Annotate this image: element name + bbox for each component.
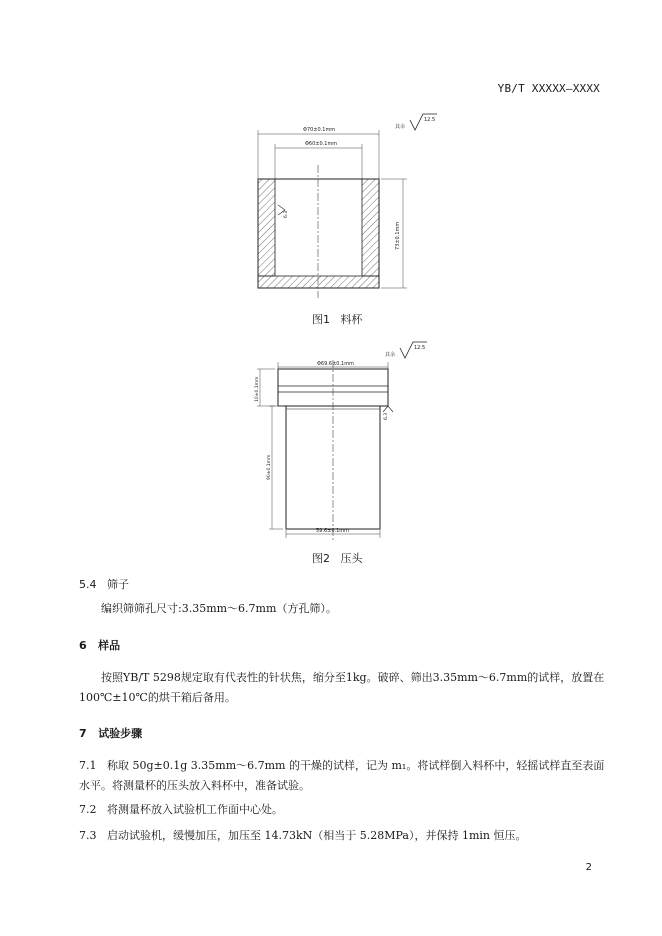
svg-text:6.3: 6.3	[284, 210, 289, 218]
roughness-symbol	[385, 342, 427, 358]
section-6-text-line2: 100℃±10℃的烘干箱后备用。	[79, 691, 236, 704]
svg-text:59.6±0.1mm: 59.6±0.1mm	[316, 528, 350, 534]
svg-text:12.5: 12.5	[414, 345, 426, 351]
page-number: 2	[585, 862, 592, 873]
figure-2-press-head-drawing	[245, 340, 445, 540]
section-5-4-text: 编织筛筛孔尺寸:3.35mm～6.7mm（方孔筛）。	[101, 602, 337, 615]
svg-text:10±0.1mm: 10±0.1mm	[255, 376, 260, 402]
svg-text:Φ70±0.1mm: Φ70±0.1mm	[303, 127, 336, 133]
svg-text:Φ60±0.1mm: Φ60±0.1mm	[305, 141, 338, 147]
section-6-text-line1: 按照YB/T 5298规定取有代表性的针状焦，缩分至1kg。破碎、筛出3.35mm～6.7mm的试样，放置在	[101, 671, 605, 684]
section-7-heading: 7 试验步骤	[79, 727, 143, 740]
svg-text:其余: 其余	[395, 124, 406, 130]
section-7-1-line1: 7.1 称取 50g±0.1g 3.35mm～6.7mm 的干燥的试样，记为 m₁。将试样倒入料杯中，轻摇试样直至表面	[79, 759, 605, 772]
figure-1-cup-drawing	[225, 110, 445, 310]
section-5-4-heading: 5.4 筛子	[79, 578, 129, 591]
document-id-header: YB/T XXXXX—XXXX	[497, 82, 600, 95]
svg-text:其余: 其余	[385, 352, 396, 358]
section-6-heading: 6 样品	[79, 639, 121, 652]
section-7-2-text: 7.2 将测量杯放入试验机工作面中心处。	[79, 803, 283, 816]
section-7-3-text: 7.3 启动试验机，缓慢加压，加压至 14.73kN（相当于 5.28MPa），并保持 1min 恒压。	[79, 829, 527, 842]
svg-text:90±0.1mm: 90±0.1mm	[267, 454, 272, 480]
svg-text:12.5: 12.5	[424, 117, 436, 123]
svg-text:Φ69.6±0.1mm: Φ69.6±0.1mm	[317, 361, 354, 367]
svg-text:6.3: 6.3	[384, 412, 389, 420]
roughness-symbol	[395, 114, 437, 130]
figure-2-caption: 图2 压头	[312, 552, 363, 565]
figure-1-caption: 图1 料杯	[312, 313, 363, 326]
svg-text:73±0.1mm: 73±0.1mm	[395, 221, 401, 250]
section-7-1-line2: 水平。将测量杯的压头放入料杯中，准备试验。	[79, 779, 310, 792]
